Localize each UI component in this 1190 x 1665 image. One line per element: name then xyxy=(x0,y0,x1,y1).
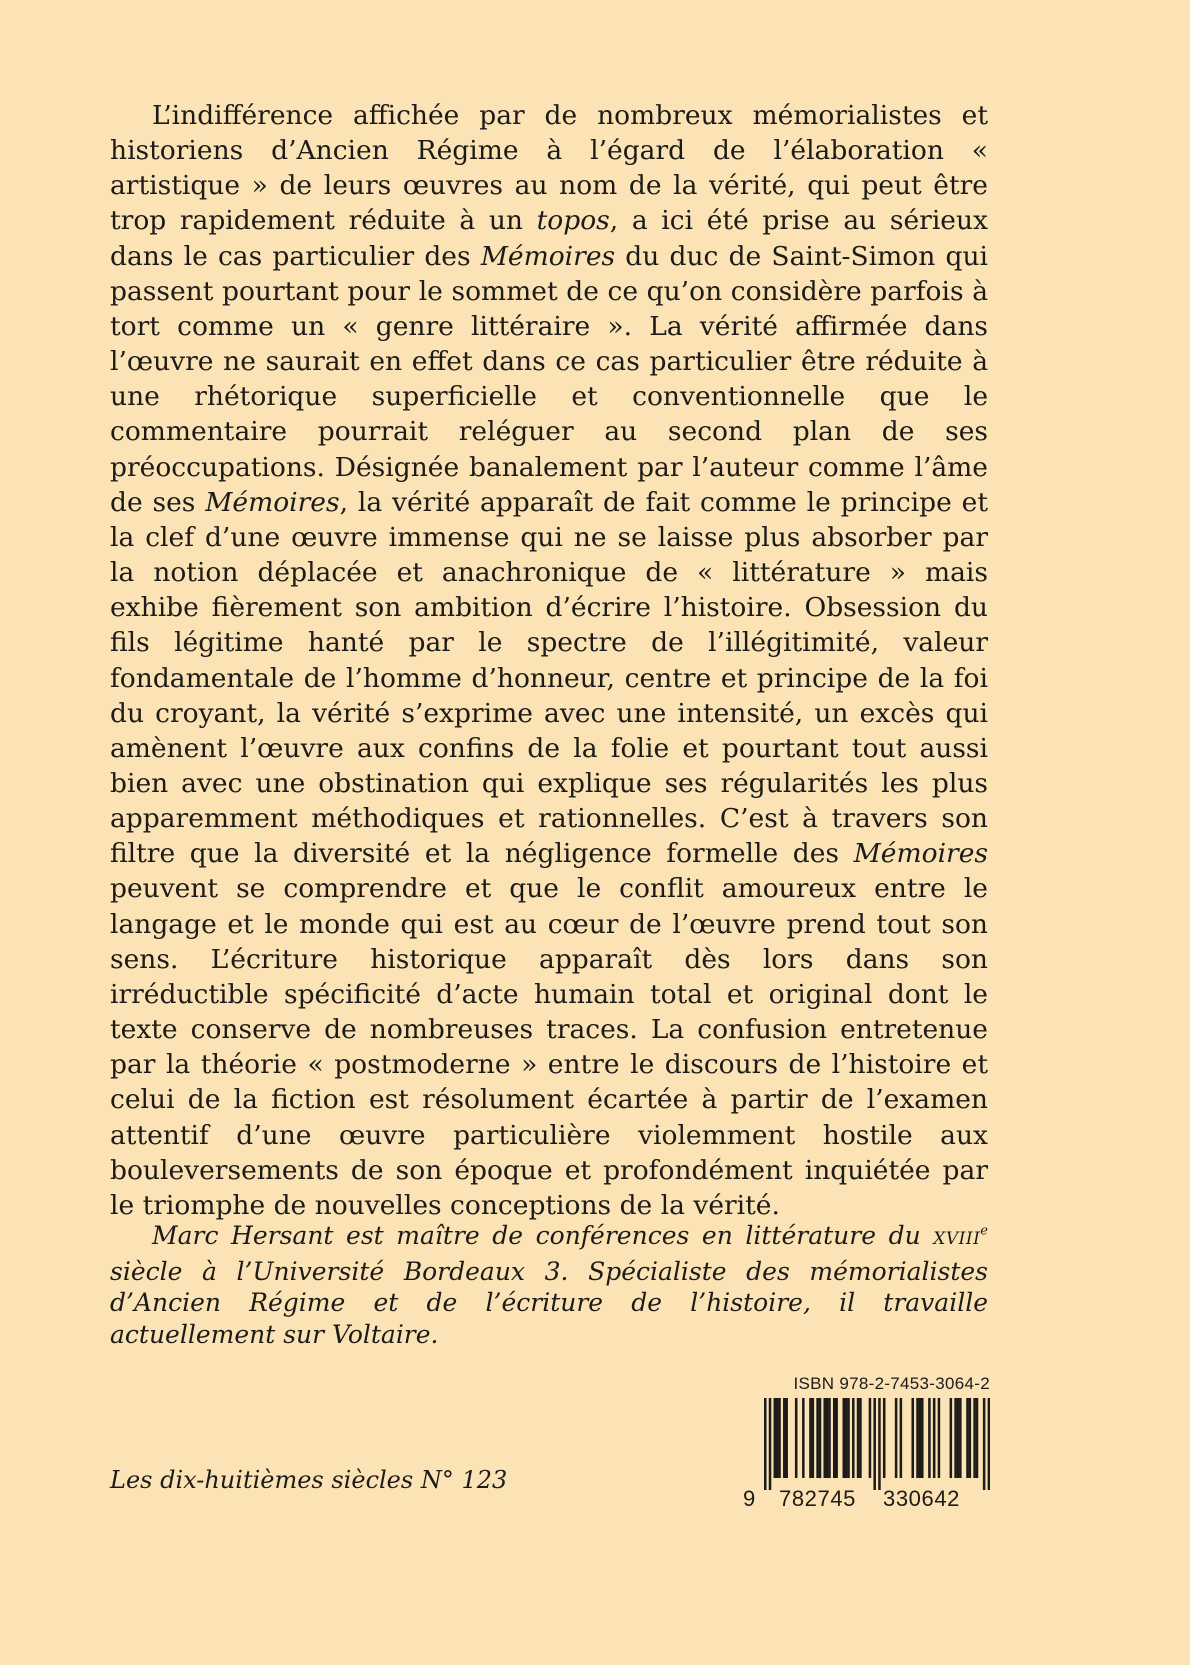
barcode-bar xyxy=(883,1398,886,1478)
barcode-bar xyxy=(847,1398,850,1478)
barcode-bar xyxy=(916,1398,919,1478)
barcode-bar xyxy=(859,1398,862,1478)
blurb-segment: peuvent se comprendre et que le conflit amoureux entre le langage et le monde qui est au cœur de l’œuvre prend tout son sens. L’écriture historique apparaît dès lors dans son irréductible spécificité d’acte humain total et original dont le texte conserve de nombreuses traces. La confusion entretenue par la théorie « postmoderne » entre le discours de l’histoire et celui de la fiction est résolument écartée à partir de l’examen attentif d’une œuvre particulière violemment hostile aux bouleversements de son époque et profondément inquiétée par le triomphe de nouvelles conceptions de la vérité. xyxy=(110,873,988,1221)
barcode-digit-lead: 9 xyxy=(743,1486,756,1511)
barcode-bar xyxy=(873,1398,876,1490)
barcode-bar xyxy=(769,1398,772,1490)
barcode-bar xyxy=(878,1398,881,1490)
barcode-bar xyxy=(938,1398,941,1478)
barcode-bar xyxy=(812,1398,815,1478)
barcode-bar xyxy=(795,1398,798,1478)
author-bio-segment: Marc Hersant est maître de conférences en littérature du xyxy=(152,1221,934,1250)
barcode-bar xyxy=(852,1398,855,1478)
barcode-bar xyxy=(857,1398,860,1478)
barcode-bar xyxy=(778,1398,781,1478)
author-bio-segment: siècle à l’Université Bordeaux 3. Spécialiste des mémorialistes d’Ancien Régime et de l’écriture de l’histoire, il travaille actuellement sur Voltaire. xyxy=(110,1256,988,1349)
barcode-bar xyxy=(900,1398,903,1478)
barcode-bar xyxy=(950,1398,953,1478)
barcode-bar xyxy=(973,1398,976,1478)
barcode-bar xyxy=(785,1398,788,1478)
barcode-bar xyxy=(988,1398,990,1490)
barcode-bar xyxy=(869,1398,872,1478)
barcode-bar xyxy=(976,1398,979,1478)
barcode-bar xyxy=(774,1398,777,1478)
barcode-digits xyxy=(743,1486,990,1512)
blurb-italic-title: Mémoires xyxy=(853,838,988,870)
author-bio xyxy=(110,1220,988,1350)
barcode-bar xyxy=(895,1398,898,1478)
barcode-bar xyxy=(959,1398,962,1478)
blurb-text xyxy=(110,98,988,1223)
blurb-segment: L’indifférence affichée par de nombreux mémorialistes et historiens d’Ancien Régime à l’égard de l’élaboration « artistique » de leurs œuvres au nom de la vérité, qui peut être trop rapidement réduite à un xyxy=(110,100,988,237)
barcode-bar xyxy=(957,1398,960,1478)
century-superscript: e xyxy=(980,1223,988,1239)
barcode-bar xyxy=(911,1398,914,1478)
barcode-bar xyxy=(843,1398,846,1478)
barcode-bar xyxy=(983,1398,986,1490)
barcode-bar xyxy=(828,1398,831,1478)
barcode-bar xyxy=(823,1398,826,1478)
barcode-bar xyxy=(928,1398,931,1478)
barcode-bar xyxy=(954,1398,957,1478)
barcode-bar xyxy=(776,1398,779,1478)
blurb-italic-term: topos xyxy=(536,205,610,237)
barcode-bar xyxy=(816,1398,819,1478)
barcode-bar xyxy=(966,1398,969,1478)
barcode-bar xyxy=(835,1398,838,1478)
barcode-digit-group-left: 782745 xyxy=(779,1486,857,1511)
barcode-bar xyxy=(921,1398,924,1478)
barcode-digit-group-right: 330642 xyxy=(883,1486,961,1511)
barcode-bar xyxy=(919,1398,922,1478)
barcode-bar xyxy=(764,1398,767,1490)
barcode-bar xyxy=(845,1398,848,1478)
barcode-bar xyxy=(802,1398,805,1478)
barcode-bar xyxy=(833,1398,836,1478)
barcode-bar xyxy=(826,1398,829,1478)
barcode-bar xyxy=(933,1398,936,1478)
blurb-segment: du duc de Saint-Simon qui passent pourtant pour le sommet de ce qu’on considère parfois à tort comme un « genre littéraire ». La vérité affirmée dans l’œuvre ne saurait en effet dans ce cas particulier être réduite à une rhétorique superficielle et conventionnelle que le commentaire pourrait reléguer au second plan de ses préoccupations. Désignée banalement par l’auteur comme l’âme de ses xyxy=(110,240,988,518)
blurb-italic-title: Mémoires xyxy=(480,240,616,272)
barcode-bar xyxy=(969,1398,972,1478)
blurb-italic-title: Mémoires xyxy=(205,486,340,518)
isbn-label: ISBN 978-2-7453-3064-2 xyxy=(793,1374,990,1393)
barcode-bar xyxy=(809,1398,812,1478)
blurb-segment: , la vérité apparaît de fait comme le principe et la clef d’une œuvre immense qui ne se laisse plus absorber par la notion déplacée et anachronique de « littérature » mais exhibe fièrement son ambition d’écrire l’histoire. Obsession du fils légitime hanté par le spectre de l’illégitimité, valeur fondamentale de l’homme d’honneur, centre et principe de la foi du croyant, la vérité s’exprime avec une intensité, un excès qui amènent l’œuvre aux confins de la folie et pourtant tout aussi bien avec une obstination qui explique ses régularités les plus apparemment méthodiques et rationnelles. C’est à travers son filtre que la diversité et la négligence formelle des xyxy=(110,486,988,870)
barcode-image xyxy=(764,1398,990,1490)
century-numeral: XVIII xyxy=(933,1229,981,1249)
isbn-barcode-block xyxy=(743,1373,990,1512)
series-label: Les dix-huitièmes siècles N° 123 xyxy=(110,1466,508,1494)
blurb-segment: , a ici été prise au sérieux dans le cas particulier des xyxy=(110,205,988,272)
barcode-bar xyxy=(819,1398,822,1478)
barcode-bar xyxy=(783,1398,786,1478)
